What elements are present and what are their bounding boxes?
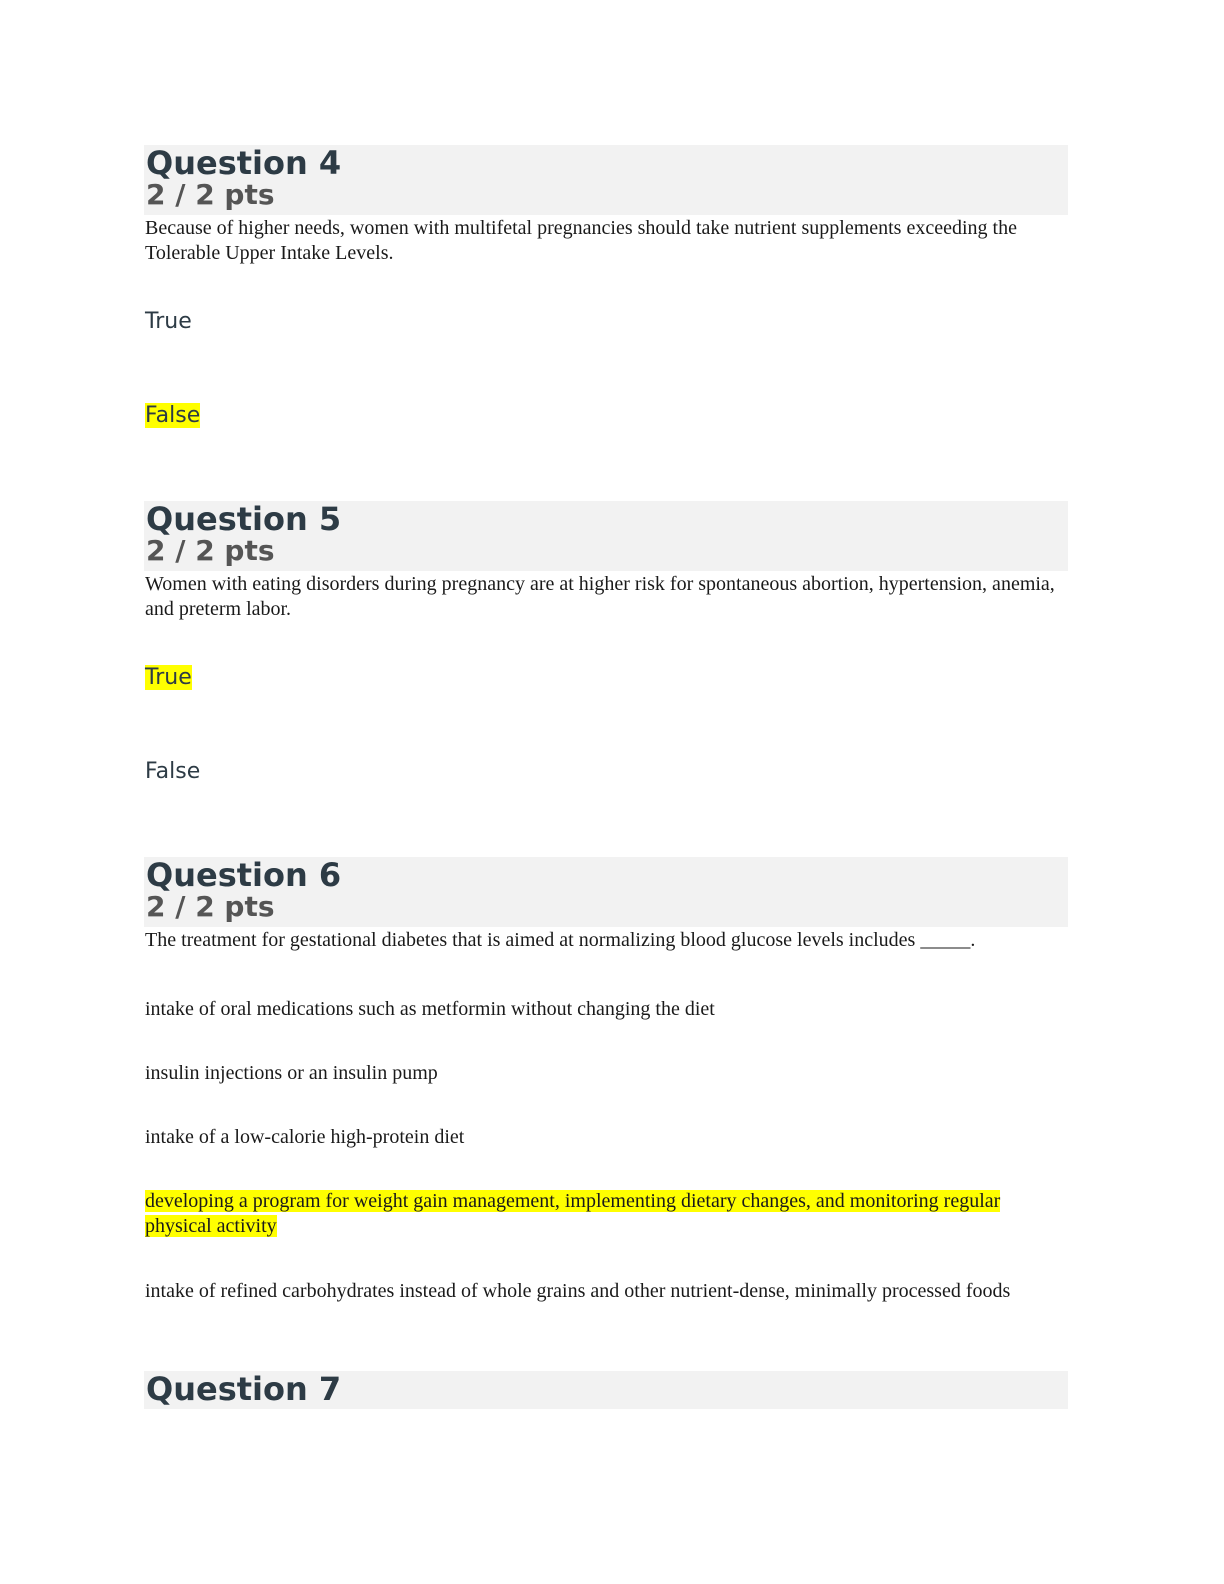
question-title: Question 5 — [146, 500, 342, 538]
question-text: Because of higher needs, women with multifetal pregnancies should take nutrient supplements exceeding the Tolerable Upper Intake Levels. — [145, 217, 1017, 264]
question-points: 2 / 2 pts — [146, 178, 275, 211]
answer-label: intake of a low-calorie high-protein diet — [145, 1126, 465, 1148]
question-header-4 — [144, 145, 1068, 215]
answer-label: insulin injections or an insulin pump — [145, 1062, 438, 1084]
answer-option[interactable] — [145, 1125, 1045, 1150]
question-text: The treatment for gestational diabetes that is aimed at normalizing blood glucose levels includes _____. — [145, 929, 976, 951]
question-title: Question 7 — [146, 1370, 342, 1408]
answer-label: intake of oral medications such as metformin without changing the diet — [145, 998, 715, 1020]
question-header-7 — [144, 1371, 1068, 1409]
question-text: Women with eating disorders during pregnancy are at higher risk for spontaneous abortion, hypertension, anemia, and preterm labor. — [145, 573, 1055, 620]
answer-label: True — [145, 309, 192, 334]
question-title: Question 4 — [146, 144, 342, 182]
answer-option[interactable] — [145, 997, 1045, 1022]
answer-option[interactable] — [145, 758, 200, 786]
question-header-5 — [144, 501, 1068, 571]
answer-option[interactable] — [145, 1061, 1045, 1086]
answer-option[interactable] — [145, 308, 192, 336]
answer-label-highlighted: False — [145, 403, 201, 428]
question-points: 2 / 2 pts — [146, 534, 275, 567]
answer-label-highlighted: True — [145, 665, 192, 690]
answer-option-selected[interactable] — [145, 664, 192, 692]
answer-option[interactable] — [145, 1279, 1045, 1304]
answer-label-highlighted: developing a program for weight gain management, implementing dietary changes, and monitoring regular physical activity — [145, 1190, 1001, 1237]
question-title: Question 6 — [146, 856, 342, 894]
answer-label: False — [145, 759, 201, 784]
question-header-6 — [144, 857, 1068, 927]
answer-label: intake of refined carbohydrates instead of whole grains and other nutrient-dense, minimally processed foods — [145, 1280, 1011, 1302]
question-points: 2 / 2 pts — [146, 890, 275, 923]
answer-option-selected[interactable] — [145, 402, 200, 430]
answer-option-selected[interactable] — [145, 1189, 1015, 1239]
